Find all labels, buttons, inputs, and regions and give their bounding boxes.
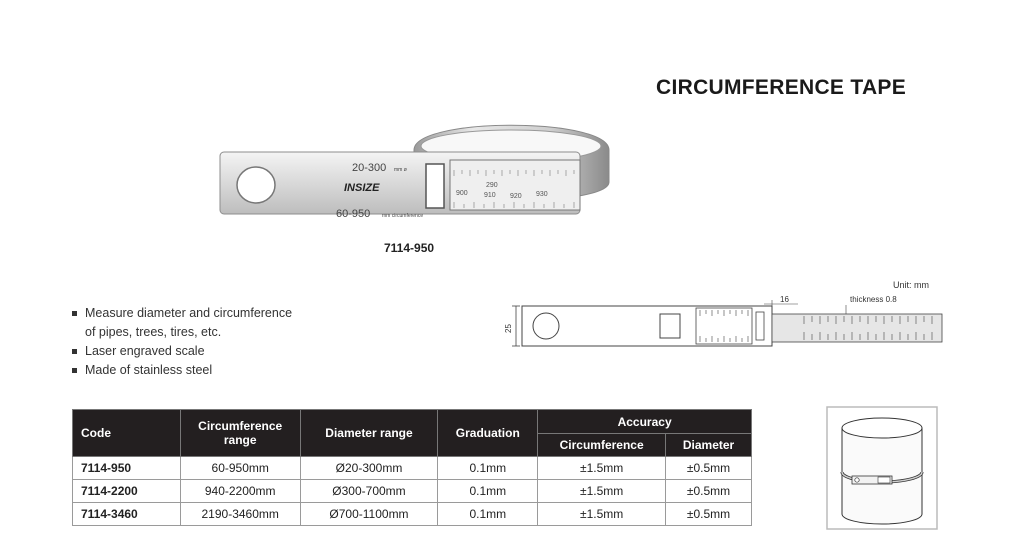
feature-item: of pipes, trees, tires, etc. — [85, 325, 222, 339]
model-label: 7114-950 — [384, 241, 435, 255]
cell-acc-diameter: ±0.5mm — [666, 503, 752, 526]
header-circumference-range: Circumference range — [180, 410, 300, 457]
cell-acc-circumference: ±1.5mm — [538, 503, 666, 526]
bullet-icon — [72, 349, 77, 354]
scale-number: 900 — [456, 190, 468, 197]
dim-width: 16 — [780, 295, 789, 304]
specs-table — [72, 409, 752, 526]
cell-acc-circumference: ±1.5mm — [538, 480, 666, 503]
cell-acc-diameter: ±0.5mm — [666, 480, 752, 503]
header-accuracy: Accuracy — [538, 410, 752, 434]
technical-drawing — [500, 290, 950, 365]
cell-graduation: 0.1mm — [438, 503, 538, 526]
page-title: CIRCUMFERENCE TAPE — [656, 76, 907, 99]
cell-graduation: 0.1mm — [438, 480, 538, 503]
cell-acc-diameter: ±0.5mm — [666, 457, 752, 480]
scale-bottom-unit: mm circumference — [382, 213, 424, 219]
feature-item: Measure diameter and circumference — [72, 304, 292, 323]
table-row — [73, 457, 752, 480]
cell-diameter: Ø20-300mm — [300, 457, 438, 480]
cell-circumference: 60-950mm — [180, 457, 300, 480]
header-code: Code — [73, 410, 181, 457]
dim-height: 25 — [504, 324, 513, 333]
cell-acc-circumference: ±1.5mm — [538, 457, 666, 480]
header-diameter-range: Diameter range — [300, 410, 438, 457]
cell-code: 7114-3460 — [73, 503, 181, 526]
product-photo — [214, 112, 614, 222]
cell-diameter: Ø700-1100mm — [300, 503, 438, 526]
cell-code: 7114-2200 — [73, 480, 181, 503]
cell-circumference: 940-2200mm — [180, 480, 300, 503]
usage-illustration — [826, 406, 938, 530]
header-graduation: Graduation — [438, 410, 538, 457]
thickness-label: thickness 0.8 — [850, 295, 897, 304]
scale-top-range: 20-300 — [352, 162, 387, 174]
cell-graduation: 0.1mm — [438, 457, 538, 480]
scale-number: 910 — [484, 192, 496, 199]
cell-circumference: 2190-3460mm — [180, 503, 300, 526]
feature-item: Laser engraved scale — [72, 342, 292, 361]
scale-number: 290 — [486, 182, 498, 189]
feature-list — [72, 304, 292, 380]
scale-number: 920 — [510, 193, 522, 200]
feature-item: Made of stainless steel — [72, 361, 292, 380]
header-acc-circumference: Circumference — [538, 434, 666, 457]
header-acc-diameter: Diameter — [666, 434, 752, 457]
table-row — [73, 503, 752, 526]
bullet-icon — [72, 368, 77, 373]
scale-number: 930 — [536, 191, 548, 198]
cell-code: 7114-950 — [73, 457, 181, 480]
scale-bottom-range: 60-950 — [336, 208, 371, 220]
cell-diameter: Ø300-700mm — [300, 480, 438, 503]
brand-logo: INSIZE — [344, 182, 380, 194]
scale-top-unit: mm ø — [394, 167, 407, 173]
unit-label: Unit: mm — [893, 280, 929, 290]
bullet-icon — [72, 311, 77, 316]
table-row — [73, 480, 752, 503]
